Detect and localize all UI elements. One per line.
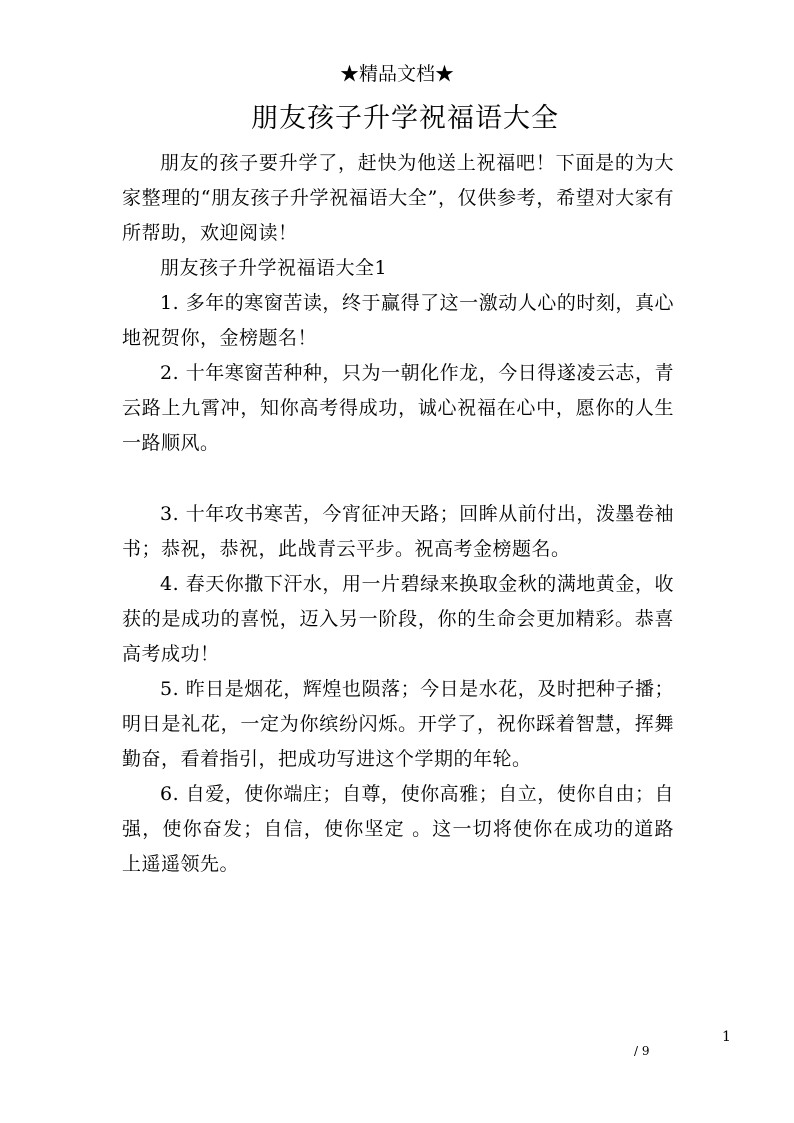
document-body [122, 146, 674, 882]
blessing-item-2: 2. 十年寒窗苦种种，只为一朝化作龙，今日得遂凌云志，青云路上九霄冲，知你高考得成功，诚心祝福在心中，愿你的人生一路顺风。 [122, 362, 674, 454]
blessing-item-4: 4. 春天你撒下汗水，用一片碧绿来换取金秋的满地黄金，收获的是成功的喜悦，迈入另一阶段，你的生命会更加精彩。恭喜高考成功！ [122, 573, 674, 665]
blessing-item-5: 5. 昨日是烟花，辉煌也陨落；今日是水花，及时把种子播；明日是礼花，一定为你缤纷闪烁。开学了，祝你踩着智慧，挥舞勤奋，看着指引，把成功写进这个学期的年轮。 [122, 678, 674, 770]
document-title: 朋友孩子升学祝福语大全 [251, 103, 559, 134]
blessing-item-1: 1. 多年的寒窗苦读，终于赢得了这一激动人心的时刻，真心地祝贺你，金榜题名！ [122, 292, 674, 349]
page-number: 1 [722, 1029, 731, 1045]
intro-paragraph: 朋友的孩子要升学了，赶快为他送上祝福吧！下面是的为大家整理的“朋友孩子升学祝福语大全”，仅供参考，希望对大家有所帮助，欢迎阅读！ [122, 152, 674, 244]
page-total: / 9 [634, 1044, 650, 1058]
blessing-item-3: 3. 十年攻书寒苦，今宵征冲天路；回眸从前付出，泼墨卷袖书；恭祝，恭祝，此战青云平步。祝高考金榜题名。 [122, 503, 674, 560]
document-header-banner: ★精品文档★ [339, 63, 454, 85]
section-heading: 朋友孩子升学祝福语大全1 [160, 257, 388, 279]
blessing-item-6: 6. 自爱，使你端庄；自尊，使你高雅；自立，使你自由；自强，使你奋发；自信，使你坚定 。这一切将使你在成功的道路上遥遥领先。 [122, 783, 674, 875]
